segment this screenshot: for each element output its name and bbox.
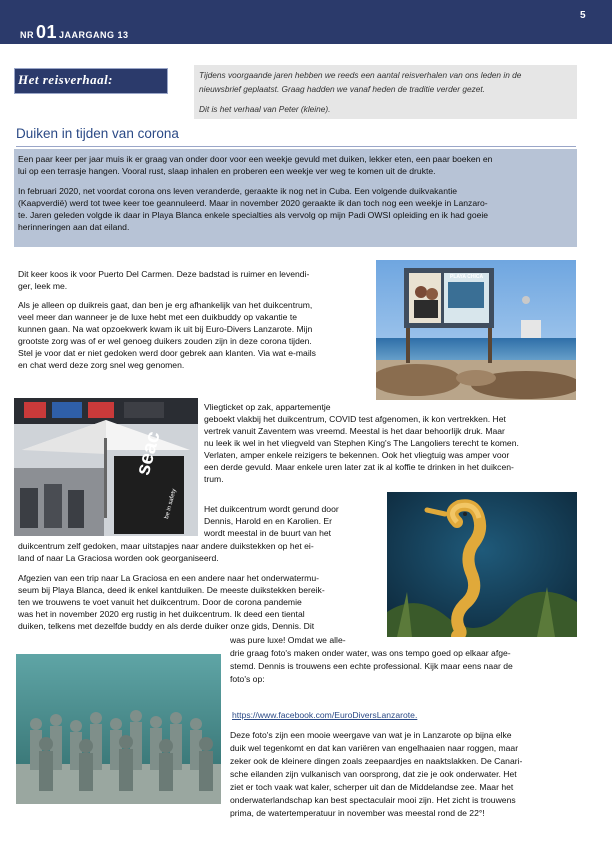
body-line: kunnen gaan. Na wat opzoekwerk kwam ik uit bij Euro-Divers Lanzarote. Mijn: [18, 324, 313, 334]
intro-line: nieuwsbrief geplaatst. Graag hadden we vanaf heden de traditie verder gezet.: [199, 84, 485, 94]
lead-line: herinneringen aan dat eiland.: [18, 222, 130, 232]
title-divider: [16, 146, 576, 147]
body-line: duikcentrum zelf gedoken, maar uitstapjes naar andere duikstekken op het ei-: [18, 541, 314, 551]
body-line: Dit keer koos ik voor Puerto Del Carmen. Deze badstad is ruimer en levendi-: [18, 269, 310, 279]
lead-line: te. Jaren geleden volgde ik daar in Playa Blanca enkele specialties als vervolg op mijn Padi OWSI opleiding en ik had goeie: [18, 210, 489, 220]
body-line: onderwaterlandschap kan best spectaculair mooi zijn. Het zicht is trouwens: [230, 795, 516, 805]
body-line: foto's op:: [230, 674, 265, 684]
body-line: Dennis, Harold en en Karolien. Er: [204, 516, 333, 526]
underwater-museum-photo: [16, 654, 221, 804]
body-line: sche eilanden zijn vulkanisch van oorsprong, dat zie je ook onderwater. Het: [230, 769, 517, 779]
body-line: prima, de watertemperatuur in november was meestal rond de 22°!: [230, 808, 485, 818]
umbrella-tagline: be in safety: [164, 488, 178, 520]
beach-sign-text: PLAYA CHICA: [450, 274, 484, 280]
section-label: Het reisverhaal:: [18, 72, 114, 87]
body-line: land of naar La Graciosa worden ook georganiseerd.: [18, 553, 219, 563]
body-line: seum bij Playa Blanca, deed ik enkel kantduiken. De meeste duikstekken bereik-: [18, 585, 325, 595]
body-line: geboekt vlakbij het duikcentrum, COVID test afgenomen, ik kon vertrekken. Het: [204, 414, 506, 424]
body-line: een derde gevuld. Maar enkele uren later zat ik al koffie te drinken in het duikcen-: [204, 462, 514, 472]
body-line: was het in november 2020 erg rustig in het duikcentrum. Ik deed een tiental: [18, 609, 305, 619]
volume-label: JAARGANG 13: [59, 30, 129, 40]
body-line: Het duikcentrum wordt gerund door: [204, 504, 339, 514]
body-line: veel meer dan wanneer je de luxe hebt met een duikbuddy op vakantie te: [18, 312, 298, 322]
intro-line: Dit is het verhaal van Peter (kleine).: [199, 104, 331, 114]
body-line: Verlaten, amper enkele reizigers te bekennen. Ook het vliegtuig was amper voor: [204, 450, 510, 460]
body-line: Als je alleen op duikreis gaat, dan ben je erg afhankelijk van het duikcentrum,: [18, 300, 313, 310]
dive-center-photo: [14, 398, 198, 536]
issue-number: 01: [36, 22, 58, 42]
body-line: ten we trouwens te voet vanuit het duikcentrum. Door de corona pandemie: [18, 597, 302, 607]
body-line: drie graag foto's maken onder water, was ons tempo goed op elkaar afge-: [230, 648, 511, 658]
body-line: nu leek ik wel in het vliegveld van Stephen King's The Langoliers terecht te komen.: [204, 438, 519, 448]
body-line: Vliegticket op zak, appartementje: [204, 402, 331, 412]
body-line: zeker ook de kleinere dingen zoals zeepaardjes en naaktslakken. De Canari-: [230, 756, 523, 766]
lead-line: lui op een terrasje hangen. Vooral rust, slaap inhalen en proberen een weekje ver weg te komen uit de drukte.: [18, 166, 436, 176]
body-line: Afgezien van een trip naar La Graciosa en een andere naar het onderwatermu-: [18, 573, 319, 583]
lead-line: In februari 2020, net voordat corona ons leven veranderde, geraakte ik nog net in Cuba. Een volgende duikvakantie: [18, 186, 458, 196]
intro-line: Tijdens voorgaande jaren hebben we reeds een aantal reisverhalen van ons leden in de: [199, 70, 522, 80]
body-line: Stel je voor dat er niet gedoken werd door gebrek aan klanten. Via wat e-mails: [18, 348, 316, 358]
body-line: duik wel tegenkomt en dat kan variëren van engelhaaien naar roggen, maar: [230, 743, 519, 753]
body-line: Deze foto's zijn een mooie weergave van wat je in Lanzarote op bijna elke: [230, 730, 512, 740]
body-line: duiken, telkens met dezelfde buddy en als derde duiker onze gids, Dennis. Dit: [18, 621, 315, 631]
body-line: ziet er toch vaak wat kaler, scherper uit dan de Middelandse zee. Maar het: [230, 782, 514, 792]
seahorse-photo: [387, 492, 577, 637]
body-line: grootste zorg was of er wel genoeg duikers zouden zijn in deze corona tijden.: [18, 336, 312, 346]
body-line: wordt meestal in de buurt van het: [204, 528, 332, 538]
page-number: 5: [580, 10, 586, 21]
umbrella-brand: seac: [132, 429, 165, 478]
body-line: trum.: [204, 474, 224, 484]
body-line: stemd. Dennis is trouwens een echte professional. Kijk maar eens naar de: [230, 661, 513, 671]
body-line: was pure luxe! Omdat we alle-: [230, 635, 346, 645]
facebook-link[interactable]: https://www.facebook.com/EuroDiversLanzarote.: [232, 710, 418, 720]
beach-sign-photo: [376, 260, 576, 400]
lead-line: (Kaapverdië) werd tot twee keer toe geannuleerd. Maar in november 2020 geraakte ik dan toch nog een weekje in Lanzaro-: [18, 198, 488, 208]
body-line: en chat werd deze zorg snel weg genomen.: [18, 360, 185, 370]
article-title: Duiken in tijden van corona: [16, 126, 179, 141]
body-line: vertrek vanuit Zaventem was vreemd. Meestal is het daar behoorlijk druk. Maar: [204, 426, 505, 436]
body-line: ger, leek me.: [18, 281, 68, 291]
issue-nr-label: NR: [20, 30, 34, 40]
lead-line: Een paar keer per jaar muis ik er graag van onder door voor een weekje gevuld met duiken, lekker eten, een paar boeken en: [18, 154, 493, 164]
issue-info: [20, 22, 129, 43]
